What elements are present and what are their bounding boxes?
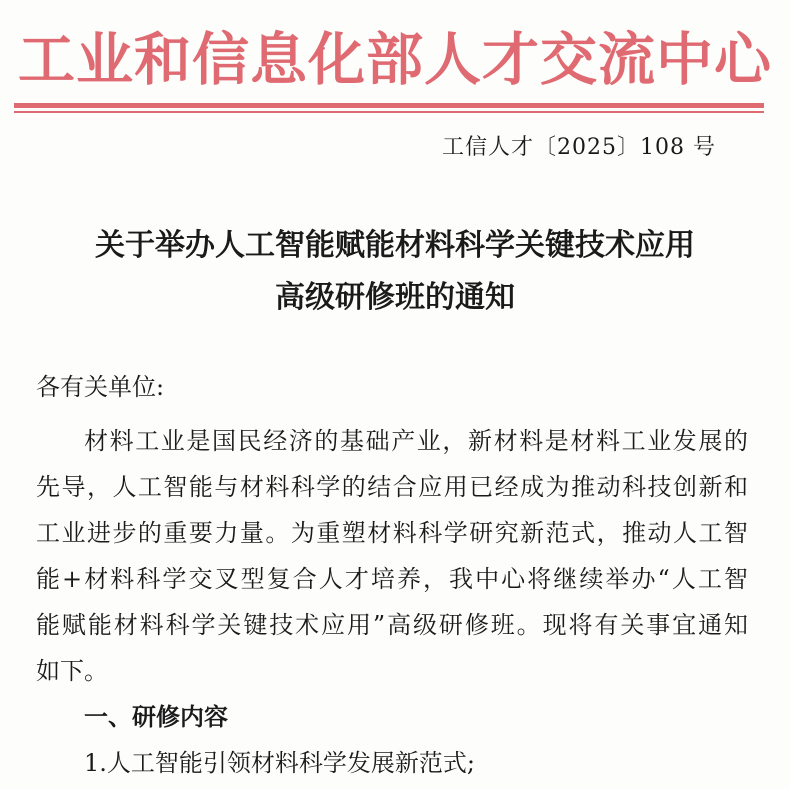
list-item: 1.人工智能引领材料科学发展新范式; [84, 749, 475, 777]
body-line-3: 工业进步的重要力量。为重塑材料科学研究新范式，推动人工智 [36, 519, 748, 547]
salutation: 各有关单位: [36, 373, 165, 401]
header-divider [14, 103, 764, 115]
document-title-line-1: 关于举办人工智能赋能材料科学关键技术应用 [95, 228, 695, 263]
body-line-6: 如下。 [36, 657, 108, 685]
document-title-line-2: 高级研修班的通知 [275, 280, 515, 315]
document-title [0, 220, 790, 324]
body-line-1: 材料工业是国民经济的基础产业，新材料是材料工业发展的 [84, 427, 748, 455]
header-divider-thick-line [14, 103, 764, 108]
body-line-5: 能赋能材料科学关键技术应用”高级研修班。现将有关事宜通知 [36, 611, 748, 639]
body-paragraph [36, 418, 748, 694]
document-number: 工信人才〔2025〕108 号 [442, 135, 716, 160]
organization-header: 工业和信息化部人才交流中心 [18, 27, 772, 93]
header-divider-thin-line [14, 111, 764, 113]
section-heading: 一、研修内容 [84, 702, 228, 731]
body-line-2: 先导，人工智能与材料科学的结合应用已经成为推动科技创新和 [36, 473, 748, 501]
body-line-4: 能+材料科学交叉型复合人才培养，我中心将继续举办“人工智 [36, 565, 748, 593]
